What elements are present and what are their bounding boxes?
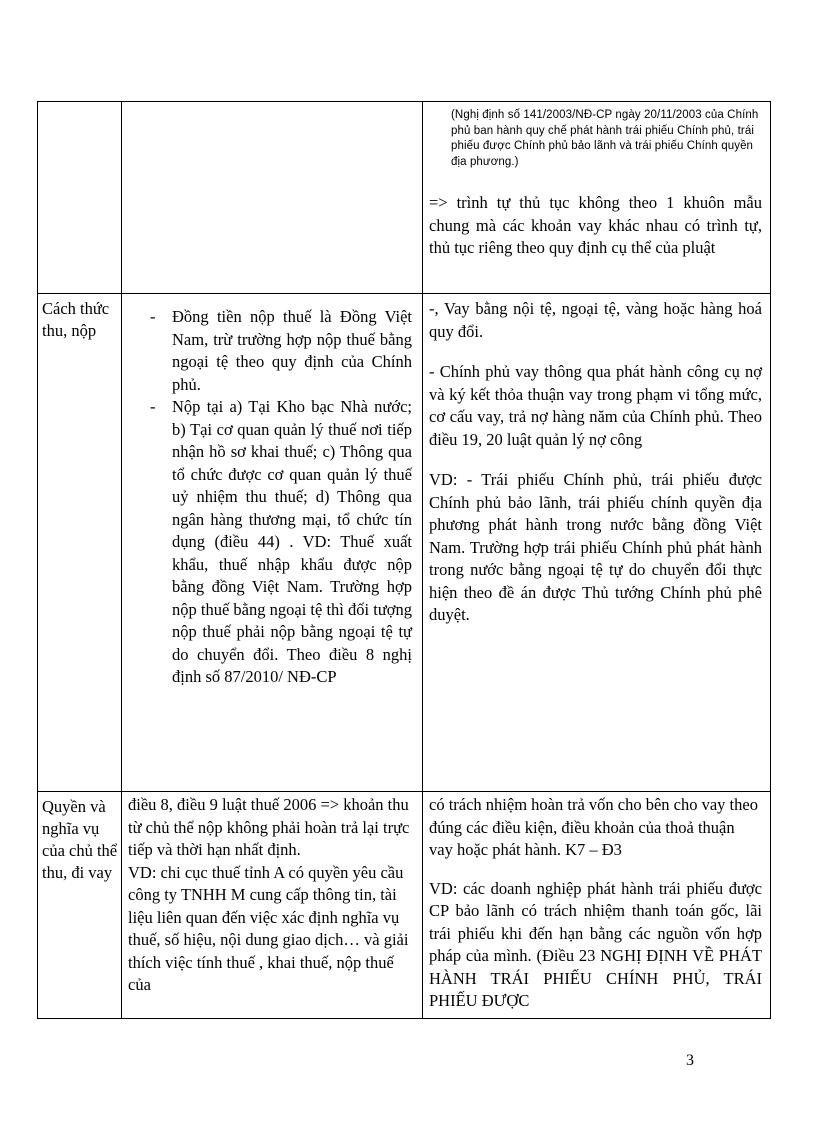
row-label: Quyền và nghĩa vụ của chủ thể thu, đi vay: [42, 797, 118, 882]
row-label: Cách thức thu, nộp: [42, 299, 110, 340]
row-label-cell: [38, 102, 122, 294]
paragraph: VD: - Trái phiếu Chính phủ, trái phiếu được Chính phủ bảo lãnh, trái phiếu chính quyền địa phương phát hành trong nước bằng đồng Việt Nam. Trường hợp trái phiếu Chính phủ phát hành trong nước bằng ngoại tệ tự do chuyển đổi thực hiện theo đề án được Thủ tướng Chính phủ phê duyệt.: [429, 470, 762, 624]
table-row: [38, 102, 771, 294]
right-cell: [423, 102, 771, 294]
paragraph: điều 8, điều 9 luật thuế 2006 => khoản thu từ chủ thể nộp không phải hoàn trả lại trực tiếp và thời hạn nhất định.: [128, 795, 410, 859]
row-label-cell: [38, 792, 122, 1019]
content-table: [37, 101, 771, 1019]
row-label-cell: [38, 294, 122, 792]
paragraph: có trách nhiệm hoàn trả vốn cho bên cho vay theo đúng các điều kiện, điều khoản của thoả thuận vay hoặc phát hành. K7 – Đ3: [429, 795, 758, 859]
paragraph: - Chính phủ vay thông qua phát hành công cụ nợ và ký kết thỏa thuận vay trong phạm vi tổng mức, cơ cấu vay, trả nợ hàng năm của Chính phủ. Theo điều 19, 20 luật quản lý nợ công: [429, 362, 762, 449]
list-item: - Nộp tại a) Tại Kho bạc Nhà nước; b) Tại cơ quan quản lý thuế nơi tiếp nhận hồ sơ khai thuế; c) Thông qua tổ chức được cơ quan quản lý thuế uỷ nhiệm thu thuế; d) Thông qua ngân hàng thương mại, tổ chức tín dụng (điều 44) . VD: Thuế xuất khẩu, thuế nhập khẩu được nộp bằng đồng Việt Nam. Trường hợp nộp thuế bằng ngoại tệ thì đối tượng nộp thuế phải nộp bằng ngoại tệ tự do chuyển đổi. Theo điều 8 nghị định số 87/2010/ NĐ-CP: [150, 397, 412, 686]
right-cell: [423, 294, 771, 792]
paragraph: => trình tự thủ tục không theo 1 khuôn mẫu chung mà các khoản vay khác nhau có trình tự, thủ tục riêng theo quy định cụ thể của pluật: [429, 193, 762, 257]
middle-cell: [122, 792, 423, 1019]
middle-cell: [122, 294, 423, 792]
right-cell: [423, 792, 771, 1019]
list-item: - Đồng tiền nộp thuế là Đồng Việt Nam, trừ trường hợp nộp thuế bằng ngoại tệ theo quy định của Chính phủ.: [150, 307, 412, 394]
table-row: [38, 294, 771, 792]
table-row: [38, 792, 771, 1019]
paragraph: -, Vay bằng nội tệ, ngoại tệ, vàng hoặc hàng hoá quy đổi.: [429, 299, 762, 341]
decree-note: (Nghị định số 141/2003/NĐ-CP ngày 20/11/2003 của Chính phủ ban hành quy chế phát hành trái phiếu Chính phủ, trái phiếu được Chính phủ bảo lãnh và trái phiếu Chính quyền địa phương.): [451, 109, 759, 168]
middle-cell: [122, 102, 423, 294]
paragraph: VD: các doanh nghiệp phát hành trái phiếu được CP bảo lãnh có trách nhiệm thanh toán gốc, lãi trái phiếu khi đến hạn bằng các nguồn vốn hợp pháp của mình. (Điều 23 NGHỊ ĐỊNH VỀ PHÁT HÀNH TRÁI PHIẾU CHÍNH PHỦ, TRÁI PHIẾU ĐƯỢC: [429, 878, 762, 1010]
paragraph: VD: chi cục thuế tỉnh A có quyền yêu cầu công ty TNHH M cung cấp thông tin, tài liệu liên quan đến việc xác định nghĩa vụ thuế, số hiệu, nội dung giao dịch… và giải thích việc tính thuế , khai thuế, nộp thuế của: [128, 862, 409, 994]
page-number: 3: [686, 1052, 694, 1069]
